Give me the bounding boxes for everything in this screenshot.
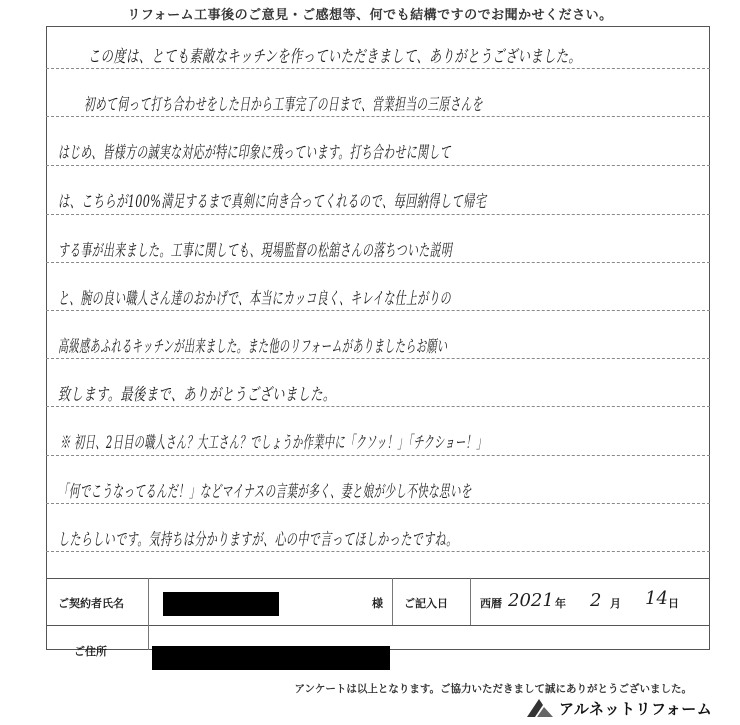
ruled-line bbox=[46, 406, 710, 407]
form-divider bbox=[392, 578, 393, 625]
handwritten-line: と、腕の良い職人さん達のおかげで、本当にカッコ良く、キレイな仕上がりの bbox=[58, 289, 452, 309]
handwritten-line: はじめ、皆様方の誠実な対応が特に印象に残っています。打ち合わせに関して bbox=[58, 143, 451, 163]
name-redaction bbox=[163, 592, 279, 616]
handwritten-line: したらしいです。気持ちは分かりますが、心の中で言ってほしかったですね。 bbox=[58, 530, 458, 550]
name-label: ご契約者氏名 bbox=[58, 597, 124, 610]
ruled-line bbox=[46, 116, 710, 117]
ruled-line bbox=[46, 262, 710, 263]
ruled-line bbox=[46, 310, 710, 311]
date-year: 2021 bbox=[508, 590, 554, 611]
day-unit: 日 bbox=[668, 597, 679, 610]
honorific: 様 bbox=[372, 597, 383, 610]
era-label: 西暦 bbox=[480, 597, 502, 610]
date-month: 2 bbox=[590, 590, 602, 611]
handwritten-line: ※ 初日、2日目の職人さん？大工さん？でしょうか作業中に「クソッ！」「チクショー！」 bbox=[60, 433, 487, 453]
handwritten-line: する事が出来ました。工事に関しても、現場監督の松舘さんの落ちついた説明 bbox=[58, 241, 453, 261]
month-unit: 月 bbox=[610, 597, 621, 610]
date-day: 14 bbox=[645, 588, 668, 609]
handwritten-line: 初めて伺って打ち合わせをした日から工事完了の日まで、営業担当の三原さんを bbox=[84, 95, 483, 115]
brand-mark-icon bbox=[525, 697, 555, 719]
ruled-line bbox=[46, 68, 710, 69]
form-top-border bbox=[46, 578, 710, 579]
address-label: ご住所 bbox=[74, 645, 107, 658]
handwritten-line: 致します。最後まで、ありがとうございました。 bbox=[58, 385, 336, 405]
brand-name: アルネットリフォーム bbox=[559, 699, 713, 718]
handwritten-line: 「何でこうなってるんだ！」などマイナスの言葉が多く、妻と娘が少し不快な思いを bbox=[58, 482, 472, 502]
ruled-line bbox=[46, 358, 710, 359]
ruled-line bbox=[46, 455, 710, 456]
footer-note: アンケートは以上となります。ご協力いただきまして誠にありがとうございました。 bbox=[294, 683, 692, 695]
address-redaction bbox=[152, 646, 390, 670]
form-divider bbox=[470, 578, 471, 625]
form-header: リフォーム工事後のご意見・ご感想等、何でも結構ですのでお聞かせください。 bbox=[127, 8, 613, 23]
form-divider bbox=[148, 578, 149, 650]
handwritten-line: は、こちらが100%満足するまで真剣に向き合ってくれるので、毎回納得して帰宅 bbox=[58, 192, 487, 212]
ruled-line bbox=[46, 503, 710, 504]
date-label: ご記入日 bbox=[404, 597, 448, 610]
brand-logo bbox=[525, 696, 712, 720]
form-middle-border bbox=[46, 625, 710, 626]
handwritten-line: 高級感あふれるキッチンが出来ました。また他のリフォームがありましたらお願い bbox=[58, 337, 448, 357]
ruled-line bbox=[46, 165, 710, 166]
ruled-line bbox=[46, 214, 710, 215]
year-unit: 年 bbox=[555, 597, 566, 610]
ruled-line bbox=[46, 551, 710, 552]
handwritten-line: この度は、とても素敵なキッチンを作っていただきまして、ありがとうございました。 bbox=[88, 47, 582, 67]
